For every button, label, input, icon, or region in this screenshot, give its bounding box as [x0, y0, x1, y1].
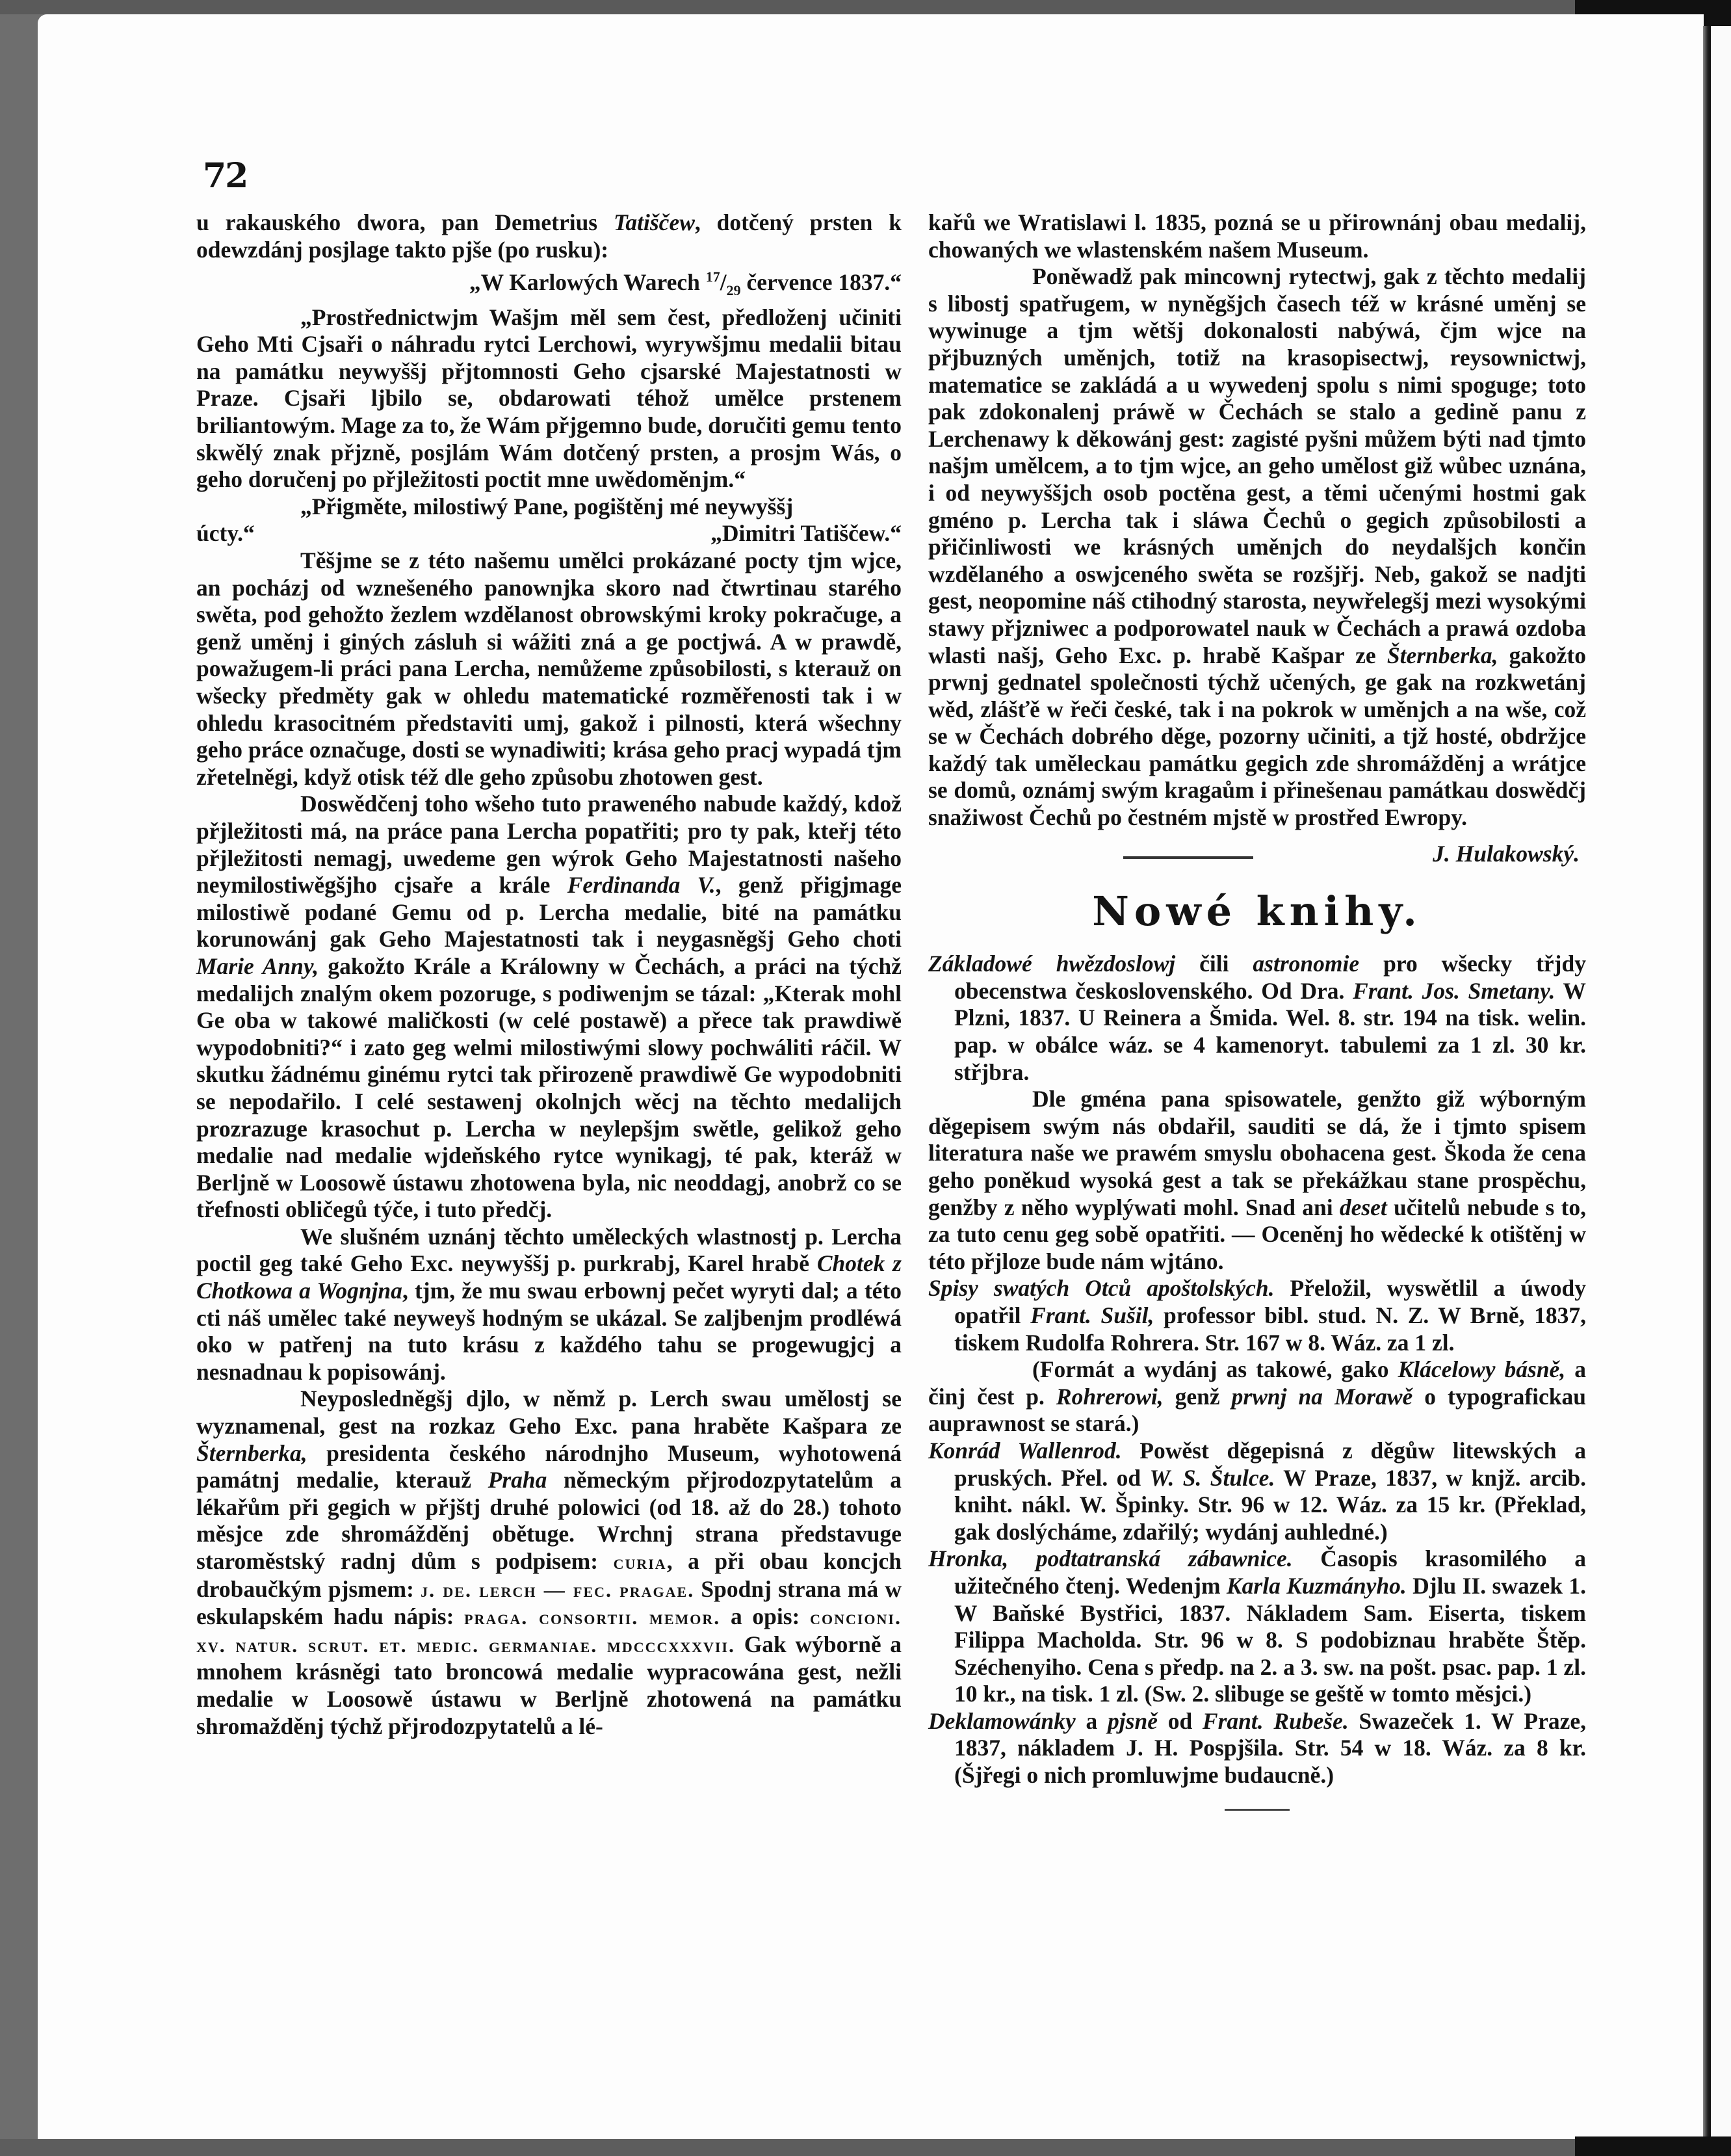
book-title: Základowé hwězdoslowj — [928, 951, 1176, 977]
book-entry: Konrád Wallenrod. Powěst děgepisná z děgůw litewských a pruských. Přel. od W. S. Štulce. W Praze, 1837, w knjž. arcib. kniht. nákl. W. Špinky. Str. 96 w 12. Wáz. za 15 kr. (Překlad, gak doslýcháme, zdařilý; wydánj auhledné.) — [928, 1437, 1586, 1545]
book-author: Frant. Rubeše. — [1202, 1707, 1349, 1734]
adjacent-page-edge — [1711, 26, 1731, 2139]
letter-signature-line: úcty.“ „Dimitri Tatiščew.“ — [196, 520, 902, 547]
book-author: Frant. Jos. Smetany. — [1353, 977, 1555, 1004]
letter-signature: „Dimitri Tatiščew.“ — [710, 520, 902, 547]
divider-rule — [1123, 856, 1253, 859]
scan-border-bottom — [0, 2139, 1731, 2156]
right-column — [928, 209, 1586, 1811]
paragraph: Těšjme se z této našemu umělci prokázané pocty tjm wjce, an pocházj od wznešeného panownjka skoro nad čtwrtinau starého swěta, pod gehožto žezlem wzdělanost obrowskými kroky pokračuge, a genž uměnj i giných zásluh si wážiti zná a ge poctjwá. A w prawdě, powažugem-li práci pana Lercha, nemůžeme způsobilosti, s kterauž on wšecky předměty gak w ohledu matematické rozměřenosti tak i w ohledu krasocitném představiti umj, gakož i pilnosti, která wšechny geho práce označuge, dosti se wynadiwiti; krása geho pracj wypadá tjm zřetelněgi, když otisk též dle geho způsobu zhotowen gest. — [196, 547, 902, 790]
page-number: 72 — [203, 156, 248, 196]
book-entry: Hronka, podtatranská zábawnice. Časopis krasomilého a užitečného čtenj. Wedenjm Karla Kuzmányho. Djlu II. swazek 1. W Baňské Bystřici, 1837. Nákladem Sam. Eiserta, tiskem Filippa Macholda. Str. 96 w 8. S podobiznau hraběte Štěp. Széchenyiho. Cena s předp. na 2. a 3. sw. na pošt. psac. pap. 1 zl. 10 kr., na tisk. 1 zl. (Sw. 2. slibuge se geště w tomto měsjci.) — [928, 1545, 1586, 1707]
book-spine-edge — [1703, 26, 1711, 2139]
book-title: Deklamowánky — [928, 1707, 1076, 1734]
book-author: W. S. Štulce. — [1149, 1464, 1275, 1491]
paragraph: kařů we Wratislawi l. 1835, pozná se u přirownánj obau medalij, chowaných we wlastenském našem Museum. — [928, 209, 1586, 263]
book-entry: Deklamowánky a pjsně od Frant. Rubeše. Swazeček 1. W Praze, 1837, nákladem J. H. Pospjšila. Str. 54 w 18. Wáz. za 8 kr. (Šjřegi o nich promluwjme budaucně.) — [928, 1707, 1587, 1789]
book-title: Konrád Wallenrod. — [928, 1437, 1122, 1464]
paragraph: Doswědčenj toho wšeho tuto praweného nabude každý, kdož přjležitosti má, na práce pana Lercha popatřiti; pro ty pak, kteřj této přjležitosti nemagj, uwedeme gen wýrok Geho Majestatnosti našeho neymilostiwěgšjho cjsaře a krále Ferdinanda V., genž přigjmage milostiwě podané Gemu od p. Lercha medalie, bité na památku korunowánj gak Geho Majestatnosti tak i neygasněgšj Geho choti Marie Anny, gakožto Krále a Králowny w Čechách, a práci na týchž medalijch znalým okem pozoruge, s podiwenjm se tázal: „Kterak mohl Ge oba w takowé maličkosti (w celé postawě) a přece tak prawdiwě wypodobniti?“ i zato geg welmi milostiwými slowy pochwáliti ráčil. W skutku žádnému ginému rytci tak přirozeně prawdiwě Ge wypodobniti se nepodařilo. I celé sestawenj okolnjch wěcj na těchto medalijch prozrazuge krasochut p. Lercha w neylepšjm swětle, gelikož geho medalie nad medalie wjdeňského rytce wynikagj, té pak, kteráž w Berljně w Loosowě ústawu zhotowena byla, nic neoddagj, anobrž co se třefnosti obličegů týče, i tuto předčj. — [196, 791, 902, 1223]
scan-border-corner-bottom — [1575, 2136, 1731, 2156]
article-author: J. Hulakowský. — [1433, 840, 1580, 867]
book-title: Hronka, podtatranská zábawnice. — [928, 1545, 1293, 1572]
end-divider-rule — [1225, 1809, 1290, 1811]
paragraph: Poněwadž pak mincownj rytectwj, gak z těchto medalij s libostj spatřugem, w nyněgšjch časech též w krásné uměnj se wywinuge a tjm wětšj dokonalosti nabýwá, čjm wjce na přjbuzných uměnjch, totiž na krasopisectwj, reysownictwj, matematice se zakládá a u wywedenj spolu s nimi spoguge; toto pak zdokonalenj práwě w Čechách se stalo a gedině panu z Lerchenawy k děkowánj gest: zagisté pyšni můžem býti nad tjmto našjm umělcem, a to tjm wjce, an geho umělost giž wůbec uznána, i od neywyššjch osob poctěna gest, a těmi učenými hostmi gak gméno p. Lercha tak i sláwa Čechů o gegich způsobilosti a přičinliwosti we krásných uměnjch do neydalšjch končin wzdělaného a oswjceného swěta se rozšjřj. Neb, gakož se nadjti gest, neopomine náš ctihodný starosta, neywřelegšj mezi wysokými stawy přjzniwec a podporowatel nauk w Čechách a prawá ozdoba wlasti našj, Geho Exc. p. hrabě Kašpar ze Šternberka, gakožto prwnj gednatel společnosti týchž učených, ge gak na rozkwetánj wěd, zlášťě w řeči české, tak i na pokrok w uměnjch a na wše, což se w Čechách dobrého děge, pozorny učiniti, a tjž hosté, obdržjce každý tak uměleckau památku gegich zde shromážděnj a wrátjce se domů, oznámj swým kragaům i přinešenau památkau doswědčj snažiwost Čechů po čestném mjstě w prostřed Ewropy. — [928, 263, 1586, 831]
book-title: Spisy swatých Otců apoštolských. — [928, 1275, 1275, 1302]
scan-border-top — [0, 0, 1731, 14]
paragraph: u rakauského dwora, pan Demetrius Tatiščew, dotčený prsten k odewzdánj posjlage takto pjše (po rusku): — [196, 209, 902, 263]
book-author: Karla Kuzmányho. — [1226, 1572, 1407, 1599]
paragraph: We slušném uznánj těchto uměleckých wlastnostj p. Lercha poctil geg také Geho Exc. neywyššj p. purkrabj, Karel hrabě Chotek z Chotkowa a Wognjna, tjm, že mu swau erbownj pečet wyryti dal; a této cti náš umělec také neyweyš hodným se ukázal. Se zaljbenjm prodléwá oko w patřenj na tuto krásu z každého tahu se progewugjcj a nesnadnau k popisowánj. — [196, 1223, 902, 1385]
book-entry: Spisy swatých Otců apoštolských. Přeložil, wyswětlil a úwody opatřil Frant. Sušil, professor bibl. stud. N. Z. W Brně, 1837, tiskem Rudolfa Rohrera. Str. 167 w 8. Wáz. za 1 zl. — [928, 1275, 1586, 1356]
book-author: Frant. Sušil, — [1030, 1302, 1154, 1328]
section-title: Nowé knihy. — [1092, 887, 1422, 936]
person-name: Tatiščew — [613, 209, 695, 235]
medal-inscription: concioni. xv. natur. scrut. et. medic. germaniae. mdcccxxxvii. — [196, 1605, 902, 1657]
paragraph: Neyposledněgšj djlo, w němž p. Lerch swau umělostj se wyznamenal, gest na rozkaz Geho Exc. pana hraběte Kašpara ze Šternberka, presidenta českého národnjho Museum, wyhotowená památnj medalie, kterauž Praha německým přjrodozpytatelům a lékařům při gegich w přjštj druhé polowici (od 18. až do 28.) tohoto měsjce zde shromážděnj obětuge. Wrchnj strana představuge staroměstský radnj dům s podpisem: curia, a při obau koncjch drobaučkým pjsmem: j. de. lerch — fec. pragae. Spodnj strana má w eskulapském hadu nápis: praga. consortii. memor. a opis: concioni. xv. natur. scrut. et. medic. germaniae. mdcccxxxvii. Gak wýborně a mnohem krásněgi tato broncowá medalie wypracowána gest, nežli medalie w Loosowě ústawu w Berljně zhotowená na památku shromažděnj týchž přjrodozpytatelů a lé- — [196, 1386, 902, 1739]
medal-inscription: j. de. lerch — fec. pragae. — [421, 1577, 695, 1601]
left-column — [196, 209, 902, 1740]
book-entry: Základowé hwězdoslowj čili astronomie pro wšecky třjdy obecenstwa československého. Od Dra. Frant. Jos. Smetany. W Plzni, 1837. U Reinera a Šmida. Wel. 8. str. 194 na tisk. welin. pap. w obálce wáz. se 4 kamenoryt. tabulemi za 1 zl. 30 kr. střjbra. — [928, 951, 1587, 1085]
article-end — [928, 841, 1586, 868]
letter-body: „Prostřednictwjm Wašjm měl sem čest, předloženj učiniti Geho Mti Cjsaři o náhradu rytci Lerchowi, wyrywšjmu medalii bitau na památku neywyššj přjtomnosti Geho cjsarské Majestatnosti w Praze. Cjsaři ljbilo se, obdarowati téhož umělce prstenem briliantowým. Mage za to, že Wám přjgemno bude, doručiti gemu tento skwělý znak přjzně, posjlám Wám dotčený prsten, a prosjm Wás, o geho doručenj po přjležitosti poctit mne uwědoměnjm.“ — [196, 304, 902, 493]
medal-inscription: praga. consortii. memor. — [464, 1605, 721, 1629]
letter-closing: „Přigměte, milostiwý Pane, pogištěnj mé neywyššj — [300, 493, 794, 519]
letter-dateline: „W Karlowých Warech $^{17}/_{29}$ července 1837.“ — [469, 269, 902, 299]
medal-inscription: curia — [613, 1550, 667, 1574]
book-review: Dle gména pana spisowatele, genžto giž wýborným děgepisem swým nás obdařil, sauditi se dá, že i tjmto spisem literatura naše we prawém smyslu obohacena gest. Škoda že cena geho poněkud wysoká gest a tak se překážkau stane prospěchu, genžby z něho wyplýwati mohl. Snad ani deset učitelů nebude s to, za tuto cenu geg sobě opatřiti. — Oceněnj ho wědecké k otištěnj w této přjloze bude nám wjtáno. — [928, 1086, 1586, 1274]
book-review: (Formát a wydánj as takowé, gako Klácelowy básně, a činj čest p. Rohrerowi, genž prwnj na Morawě o typografickau auprawnost se stará.) — [928, 1356, 1587, 1437]
